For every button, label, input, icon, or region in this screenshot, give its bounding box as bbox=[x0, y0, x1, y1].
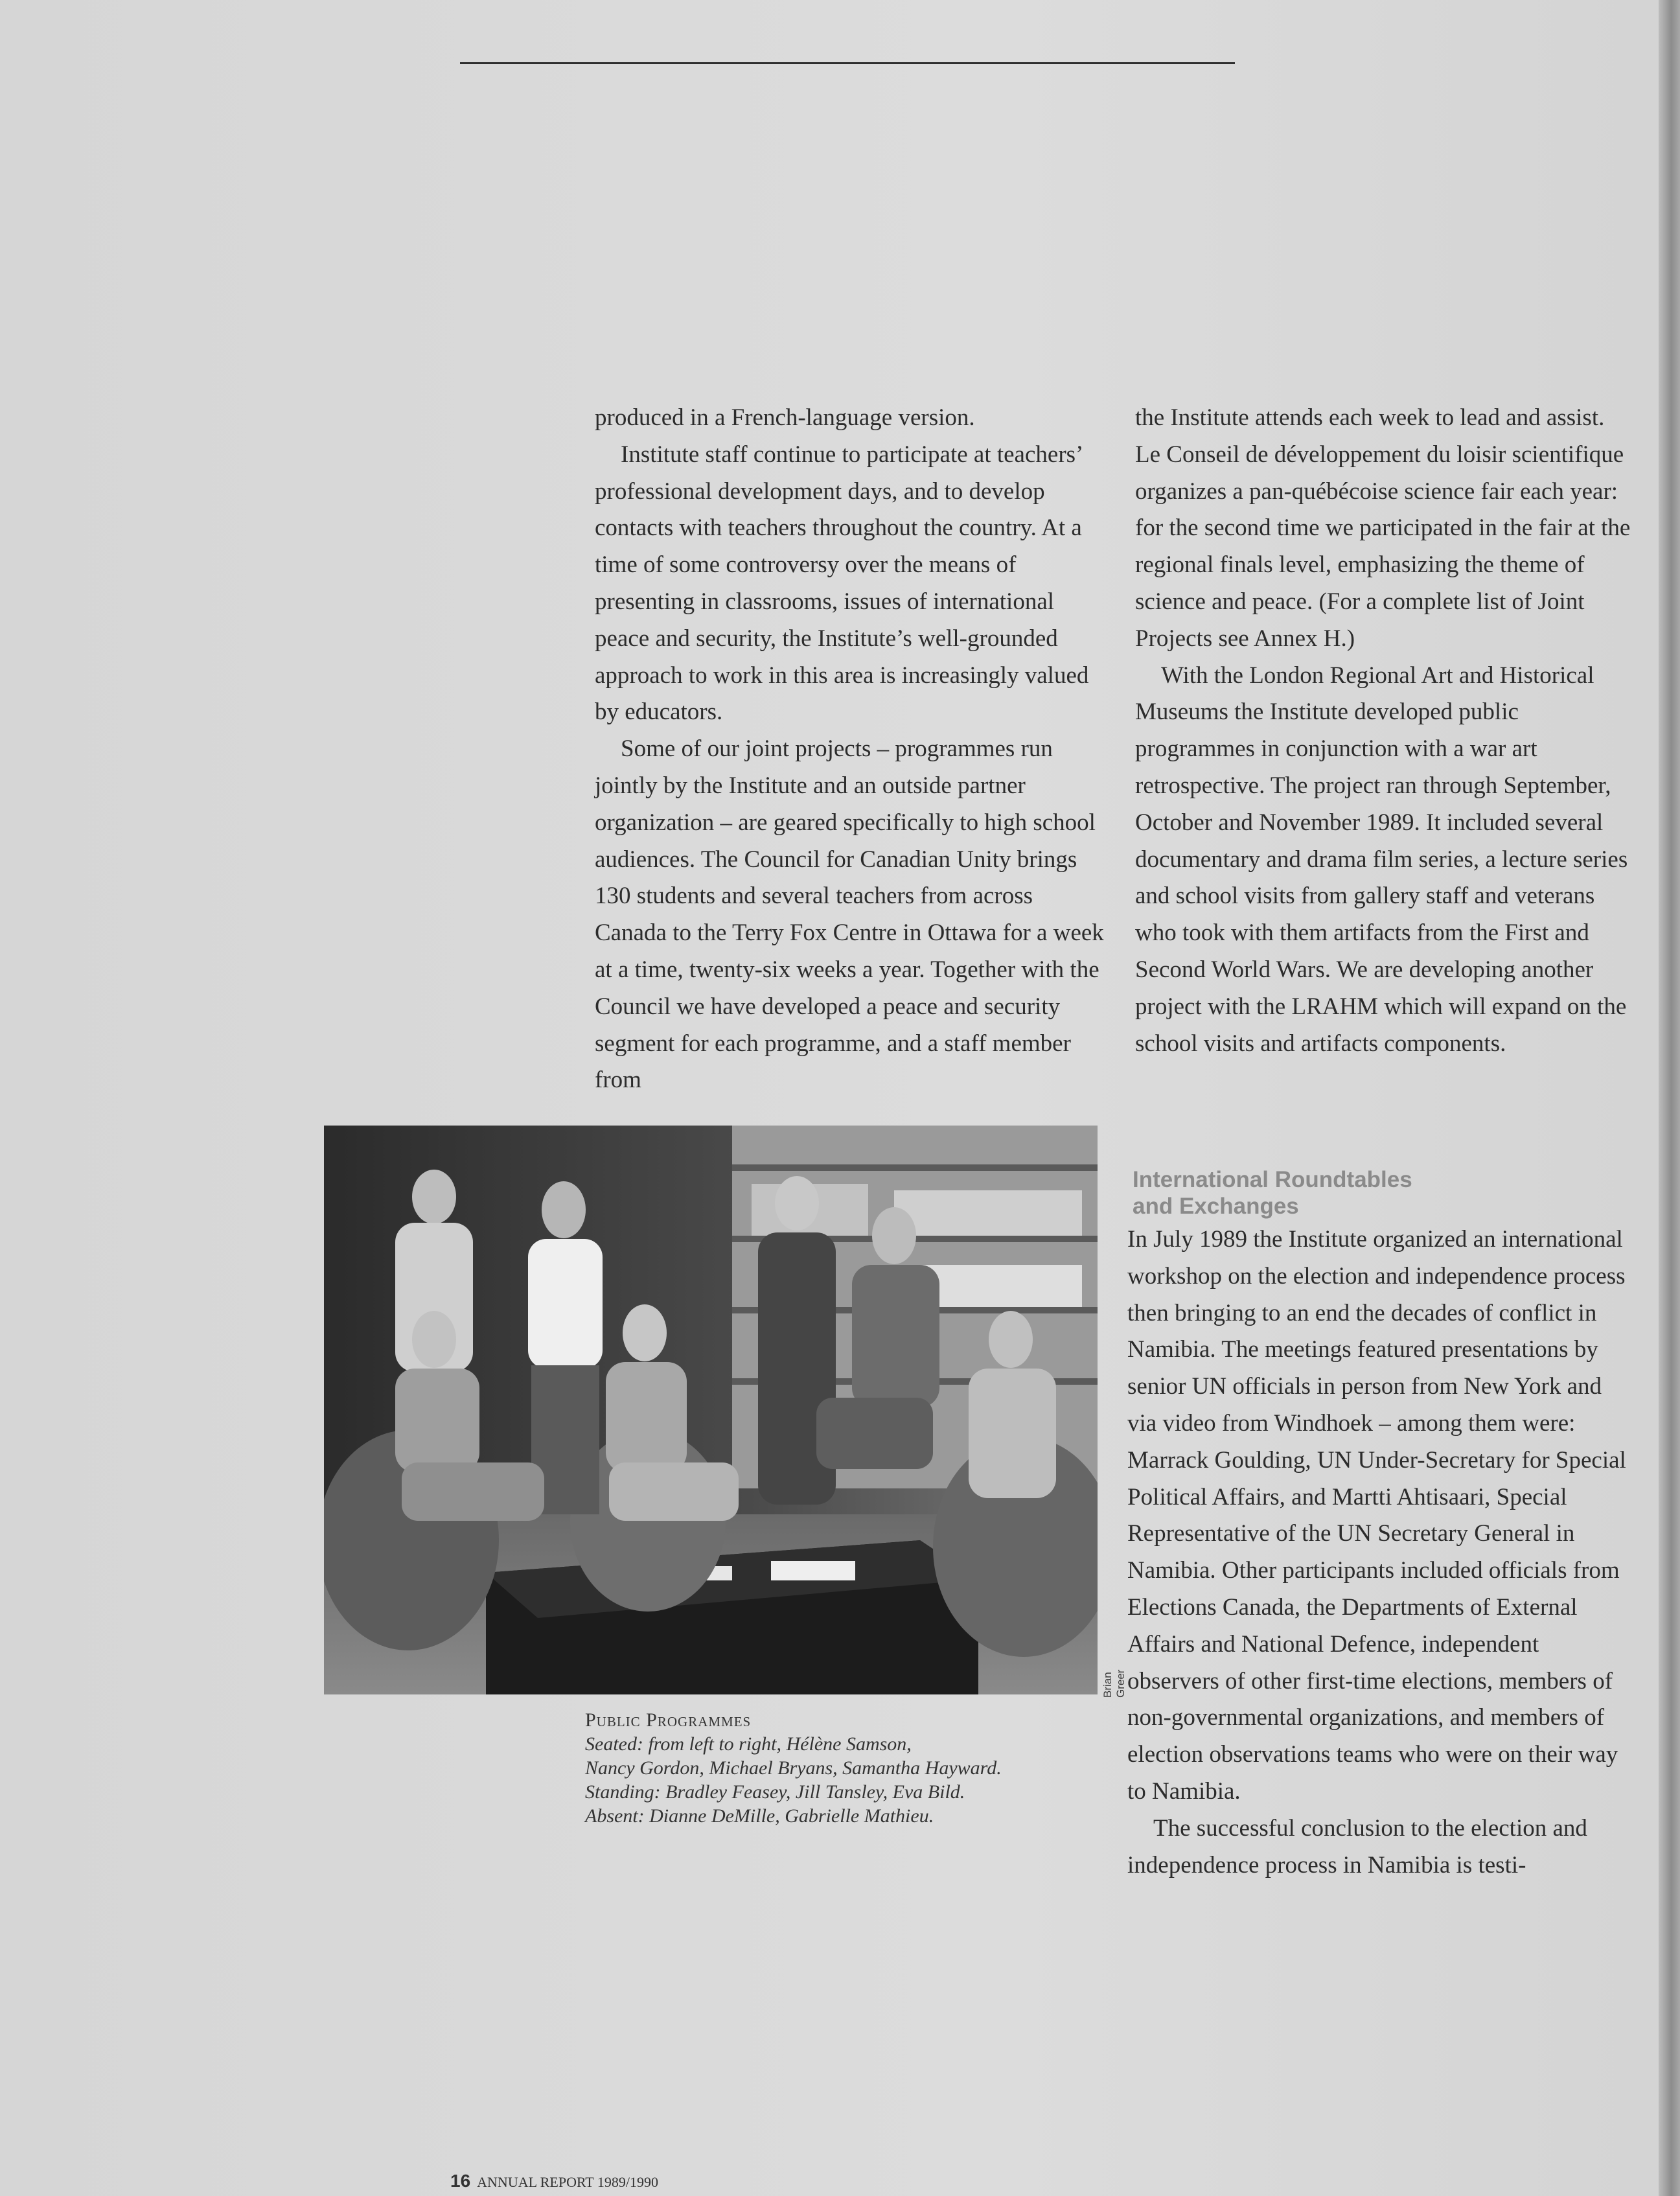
header-rule bbox=[460, 62, 1235, 64]
group-photo bbox=[324, 1126, 1098, 1694]
caption-line-3: Standing: Bradley Feasey, Jill Tansley, Eva Bild. bbox=[585, 1781, 965, 1803]
book-spine-shadow bbox=[1659, 0, 1680, 2196]
left-paragraph-1: produced in a French-language version. bbox=[595, 404, 975, 431]
running-title: ANNUAL REPORT 1989/1990 bbox=[477, 2174, 658, 2190]
left-text-column bbox=[595, 400, 1107, 1099]
photo-caption bbox=[585, 1708, 1103, 1828]
right-paragraph-2: With the London Regional Art and Historical Museums the Institute developed public programmes in conjunction with a war art retrospective. The project ran through September, October and November 1989. It included several documentary and drama film series, a lecture series and school visits from gallery staff and veterans who took with them artifacts from the First and Second World Wars. We are developing another project with the LRAHM which will expand on the school visits and artifacts components. bbox=[1135, 662, 1628, 1057]
left-paragraph-2: Institute staff continue to participate at teachers’ professional development days, and to develop contacts with teachers throughout the country. At a time of some controversy over the means of presenting in classrooms, issues of international peace and security, the Institute’s well-grounded approach to work in this area is increasingly valued by educators. bbox=[595, 441, 1089, 726]
right-paragraph-3: In July 1989 the Institute organized an international workshop on the election and independence process then bringing to an end the decades of conflict in Namibia. The meetings featured presentations by senior UN officials in person from New York and via video from Windhoek – among them were: Marrack Goulding, UN Under-Secretary for Special Political Affairs, and Martti Ahtisaari, Special Representative of the UN Secretary General in Namibia. Other participants included officials from Elections Canada, the Departments of External Affairs and National Defence, independent observers of other first-time elections, members of non-governmental organizations, and members of election observations teams who were on their way to Namibia. bbox=[1127, 1226, 1626, 1805]
right-paragraph-1: the Institute attends each week to lead and assist. Le Conseil de développement du loisir scientifique organizes a pan-québécoise science fair each year: for the second time we participated in the fair at the regional finals level, emphasizing the theme of science and peace. (For a complete list of Joint Projects see Annex H.) bbox=[1135, 404, 1631, 652]
page-number: 16 bbox=[450, 2171, 471, 2191]
section-heading bbox=[1133, 1166, 1586, 1219]
group-photo-illustration bbox=[324, 1126, 1098, 1694]
section-heading-line-2: and Exchanges bbox=[1133, 1194, 1299, 1219]
caption-title: Public Programmes bbox=[585, 1709, 752, 1731]
caption-line-1: Seated: from left to right, Hélène Samson, bbox=[585, 1733, 912, 1755]
page-footer bbox=[450, 2171, 658, 2191]
right-paragraph-4: The successful conclusion to the election and independence process in Namibia is testi- bbox=[1127, 1814, 1587, 1878]
left-paragraph-3: Some of our joint projects – programmes run jointly by the Institute and an outside partner organization – are geared specifically to high school audiences. The Council for Canadian Unity brings 130 students and several teachers from across Canada to the Terry Fox Centre in Ottawa for a week at a time, twenty-six weeks a year. Together with the Council we have developed a peace and security segment for each programme, and a staff member from bbox=[595, 735, 1104, 1094]
caption-line-4: Absent: Dianne DeMille, Gabrielle Mathieu. bbox=[585, 1805, 934, 1827]
caption-line-2: Nancy Gordon, Michael Bryans, Samantha Hayward. bbox=[585, 1757, 1002, 1779]
section-heading-line-1: International Roundtables bbox=[1133, 1167, 1412, 1192]
right-text-column-top bbox=[1135, 400, 1634, 1062]
right-text-column-bottom bbox=[1127, 1221, 1633, 1884]
photo-credit: Brian Greer bbox=[1101, 1669, 1127, 1698]
